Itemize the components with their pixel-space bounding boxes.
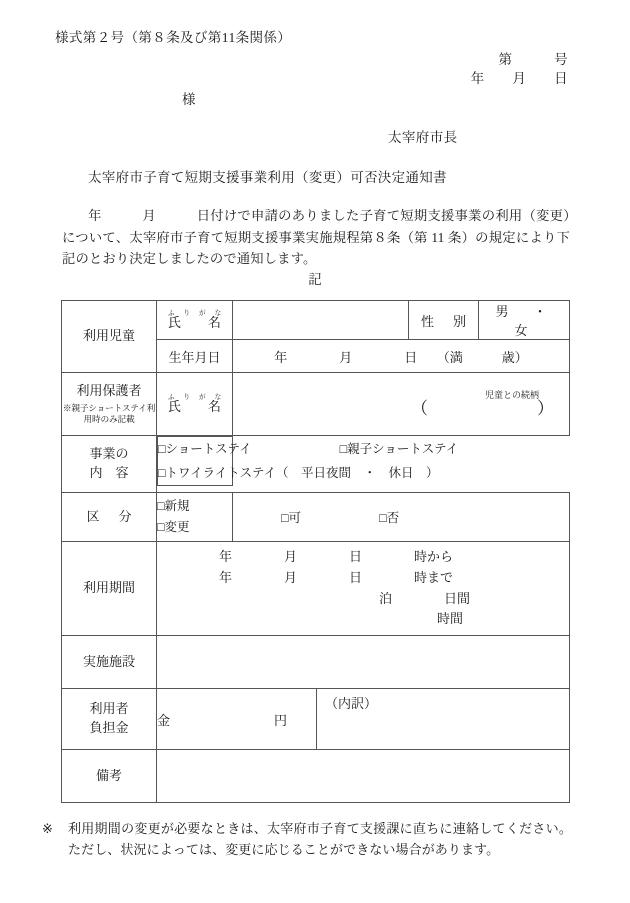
period-end[interactable]: 年 月 日 時まで	[219, 569, 454, 585]
child-gender-options[interactable]: 男 ・ 女	[479, 301, 570, 340]
guardian-relation-label: 児童との続柄	[484, 389, 539, 400]
fee-label-line2: 負担金	[89, 720, 129, 736]
service-options-cell	[157, 436, 459, 486]
checkbox-approved[interactable]: □可	[281, 511, 302, 525]
service-option-row1	[158, 437, 459, 461]
table-row-category	[62, 493, 570, 542]
service-label-line1: 事業の	[89, 446, 129, 462]
guardian-name-ruby	[157, 394, 232, 415]
child-gender-label: 性 別	[409, 301, 479, 340]
row-label-fee	[62, 689, 157, 750]
checkbox-twilight-stay[interactable]: □トワイライトステイ（ 平日夜間 ・ 休日 ）	[158, 466, 439, 481]
period-fields-cell	[157, 542, 570, 636]
guardian-relation-group	[233, 390, 569, 419]
remarks-input[interactable]	[157, 750, 570, 803]
form-number: 様式第２号（第８条及び第11条関係）	[55, 30, 292, 45]
guardian-relation-input[interactable]: （ ）	[411, 398, 555, 418]
period-hours[interactable]: 時間	[437, 611, 464, 627]
child-birth-input[interactable]: 年 月 日 （満 歳）	[233, 340, 570, 373]
page-title: 太宰府市子育て短期支援事業利用（変更）可否決定通知書	[88, 170, 447, 185]
checkbox-change[interactable]: □変更	[157, 520, 190, 534]
child-name-input[interactable]	[233, 301, 409, 340]
body-paragraph	[62, 205, 570, 270]
footer-note-marker: ※	[42, 821, 53, 836]
fee-breakdown-cell[interactable]	[317, 689, 570, 750]
table-row-period	[62, 542, 570, 636]
row-label-category: 区 分	[62, 493, 157, 542]
table-row-service	[62, 436, 570, 493]
service-label-line2: 内 容	[89, 465, 129, 480]
fee-amount-input[interactable]: 金 円	[157, 689, 317, 750]
category-options-cell	[157, 493, 233, 542]
child-name-label: 氏 名	[167, 314, 228, 330]
facility-input[interactable]	[157, 636, 570, 689]
period-nights-days[interactable]: 泊 日間	[379, 590, 471, 606]
table-row-child-name	[62, 301, 570, 340]
issuer-name: 太宰府市長	[388, 130, 458, 145]
footer-note	[42, 818, 572, 860]
row-label-facility: 実施施設	[62, 636, 157, 689]
addressee-honorific: 様	[182, 92, 196, 107]
row-label-service	[62, 436, 157, 493]
fee-label-line1: 利用者	[89, 701, 129, 717]
guardian-name-label-cell	[157, 373, 233, 436]
furigana-ruby-text: ふりがな	[167, 393, 231, 401]
table-row-remarks	[62, 750, 570, 803]
guardian-label-note: ※親子ショートステイ利用時のみ記載	[62, 403, 156, 425]
guardian-label-main: 利用保護者	[76, 383, 142, 399]
child-name-label-cell	[157, 301, 233, 340]
child-name-ruby	[157, 310, 232, 331]
table-row-fee	[62, 689, 570, 750]
row-label-guardian	[62, 373, 157, 436]
document-date-field: 年 月 日	[470, 71, 568, 86]
service-option-row2	[158, 461, 439, 485]
fee-breakdown-label: （内訳）	[325, 696, 378, 712]
furigana-ruby-text: ふりがな	[167, 309, 231, 317]
guardian-name-label: 氏 名	[167, 398, 228, 414]
ki-marker: 記	[308, 272, 322, 287]
period-start[interactable]: 年 月 日 時から	[219, 549, 454, 564]
decision-options-cell	[233, 493, 570, 542]
row-label-remarks: 備考	[62, 750, 157, 803]
table-row-guardian	[62, 373, 570, 436]
table-row-facility	[62, 636, 570, 689]
checkbox-parent-child-short-stay[interactable]: □親子ショートステイ	[339, 442, 459, 456]
body-paragraph-text: 年 月 日付けで申請のありました子育て短期支援事業の利用（変更）について、太宰府市子育て短期支援事業実施規程第８条（第 11 条）の規定により下記のとおり決定しましたので通知します。	[62, 208, 570, 266]
row-label-child: 利用児童	[62, 301, 157, 373]
checkbox-denied[interactable]: □否	[379, 511, 400, 525]
document-number-field: 第 号	[498, 52, 568, 67]
guardian-name-input[interactable]	[233, 373, 570, 436]
checkbox-new[interactable]: □新規	[157, 499, 190, 514]
child-birth-label: 生年月日	[157, 340, 233, 373]
row-label-period: 利用期間	[62, 542, 157, 636]
checkbox-short-stay[interactable]: □ショートステイ	[158, 442, 252, 456]
footer-note-text: 利用期間の変更が必要なときは、太宰府市子育て支援課に直ちに連絡してください。ただし、状況によっては、変更に応じることができない場合があります。	[68, 821, 572, 857]
decision-table	[61, 300, 570, 803]
